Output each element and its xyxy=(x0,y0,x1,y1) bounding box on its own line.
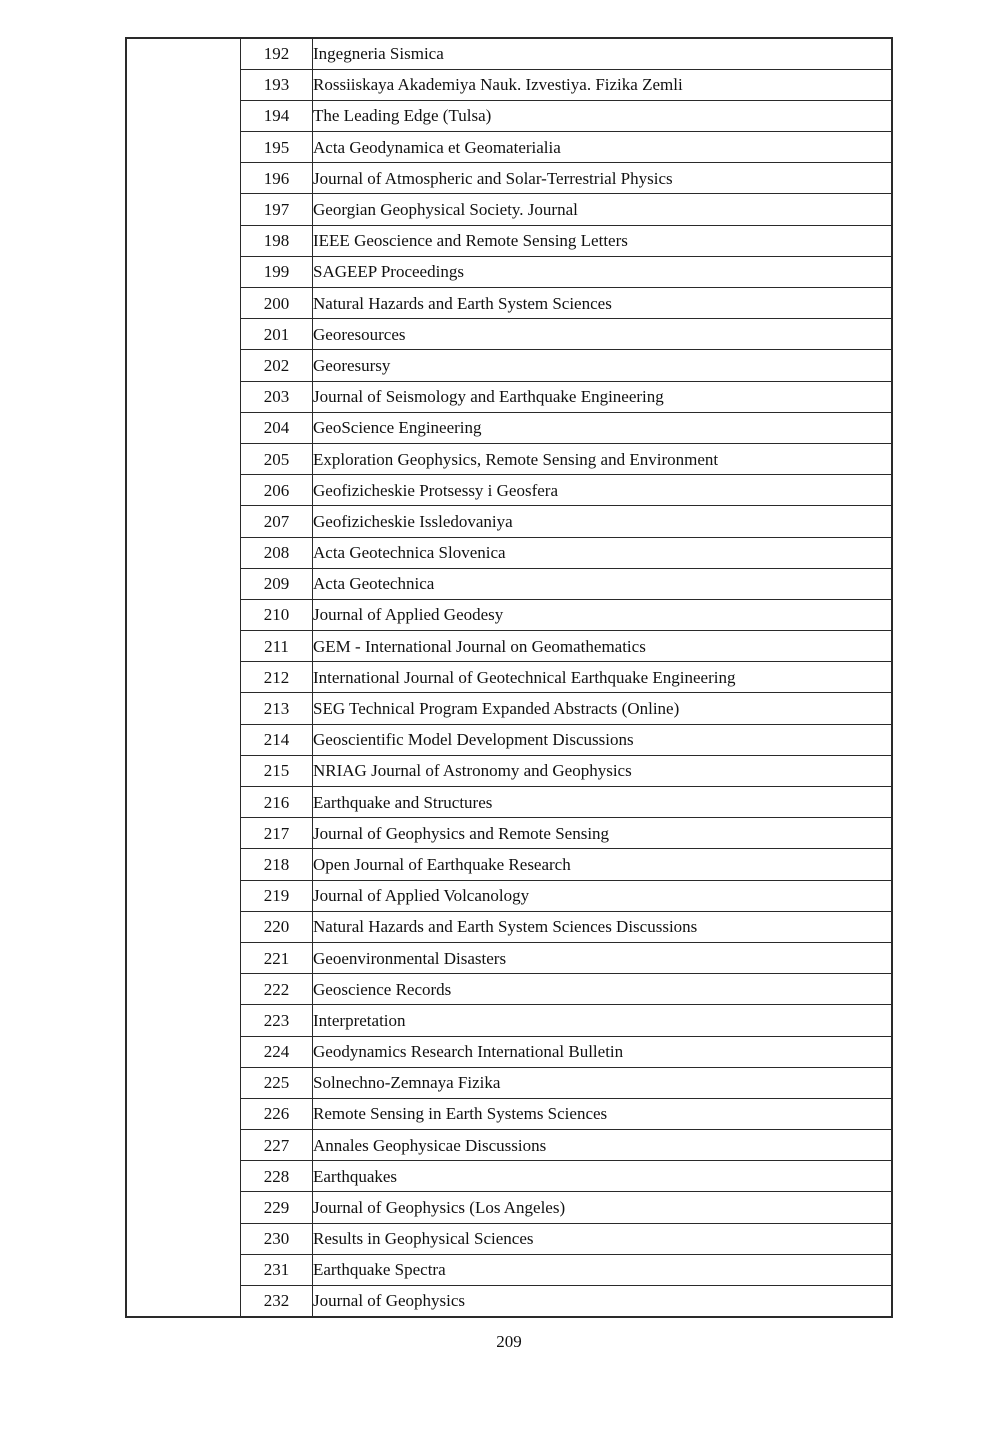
row-number-cell: 217 xyxy=(241,818,313,849)
table-row xyxy=(126,693,892,724)
table-row xyxy=(126,1130,892,1161)
table-row xyxy=(126,1067,892,1098)
table-row xyxy=(126,880,892,911)
row-number-cell: 200 xyxy=(241,288,313,319)
table-row xyxy=(126,475,892,506)
journal-name-cell: Georesources xyxy=(313,319,893,350)
row-number-cell: 228 xyxy=(241,1161,313,1192)
journal-name-cell: Earthquakes xyxy=(313,1161,893,1192)
row-number-cell: 231 xyxy=(241,1254,313,1285)
journal-name-cell: Geoenvironmental Disasters xyxy=(313,942,893,973)
row-number-cell: 229 xyxy=(241,1192,313,1223)
table-row xyxy=(126,1286,892,1317)
row-number-cell: 196 xyxy=(241,163,313,194)
row-number-cell: 197 xyxy=(241,194,313,225)
journal-name-cell: International Journal of Geotechnical Earthquake Engineering xyxy=(313,662,893,693)
table-row xyxy=(126,194,892,225)
table-row xyxy=(126,288,892,319)
journal-name-cell: Geoscience Records xyxy=(313,974,893,1005)
row-number-cell: 216 xyxy=(241,787,313,818)
journal-name-cell: Journal of Geophysics and Remote Sensing xyxy=(313,818,893,849)
journal-name-cell: SEG Technical Program Expanded Abstracts (Online) xyxy=(313,693,893,724)
journal-name-cell: Journal of Applied Geodesy xyxy=(313,599,893,630)
journal-name-cell: Geodynamics Research International Bulletin xyxy=(313,1036,893,1067)
journal-name-cell: NRIAG Journal of Astronomy and Geophysics xyxy=(313,755,893,786)
journal-name-cell: Results in Geophysical Sciences xyxy=(313,1223,893,1254)
table-row xyxy=(126,506,892,537)
table-row xyxy=(126,599,892,630)
journal-name-cell: Journal of Atmospheric and Solar-Terrestrial Physics xyxy=(313,163,893,194)
table-row xyxy=(126,631,892,662)
table-row xyxy=(126,1192,892,1223)
journal-name-cell: Natural Hazards and Earth System Sciences xyxy=(313,288,893,319)
journal-name-cell: Natural Hazards and Earth System Sciences Discussions xyxy=(313,911,893,942)
table-row xyxy=(126,849,892,880)
row-number-cell: 222 xyxy=(241,974,313,1005)
table-row xyxy=(126,443,892,474)
row-number-cell: 192 xyxy=(241,38,313,69)
journal-name-cell: The Leading Edge (Tulsa) xyxy=(313,100,893,131)
journal-name-cell: Geofizicheskie Issledovaniya xyxy=(313,506,893,537)
row-number-cell: 218 xyxy=(241,849,313,880)
table-row xyxy=(126,69,892,100)
table-row xyxy=(126,381,892,412)
table-row xyxy=(126,537,892,568)
table-row xyxy=(126,662,892,693)
row-number-cell: 211 xyxy=(241,631,313,662)
row-number-cell: 199 xyxy=(241,256,313,287)
row-number-cell: 206 xyxy=(241,475,313,506)
journal-table xyxy=(125,37,893,1318)
journal-name-cell: SAGEEP Proceedings xyxy=(313,256,893,287)
journal-name-cell: Acta Geotechnica Slovenica xyxy=(313,537,893,568)
journal-name-cell: Georgian Geophysical Society. Journal xyxy=(313,194,893,225)
journal-table-body xyxy=(126,38,892,1317)
table-row xyxy=(126,1005,892,1036)
row-number-cell: 214 xyxy=(241,724,313,755)
table-row xyxy=(126,1223,892,1254)
row-number-cell: 223 xyxy=(241,1005,313,1036)
table-row xyxy=(126,787,892,818)
table-row xyxy=(126,724,892,755)
journal-name-cell: Interpretation xyxy=(313,1005,893,1036)
journal-name-cell: GeoScience Engineering xyxy=(313,412,893,443)
table-row xyxy=(126,163,892,194)
table-row xyxy=(126,1161,892,1192)
row-number-cell: 205 xyxy=(241,443,313,474)
table-row xyxy=(126,38,892,69)
row-number-cell: 204 xyxy=(241,412,313,443)
journal-name-cell: Journal of Geophysics (Los Angeles) xyxy=(313,1192,893,1223)
row-number-cell: 209 xyxy=(241,568,313,599)
table-row xyxy=(126,100,892,131)
left-spacer-cell xyxy=(126,38,241,1317)
row-number-cell: 194 xyxy=(241,100,313,131)
row-number-cell: 225 xyxy=(241,1067,313,1098)
table-row xyxy=(126,412,892,443)
row-number-cell: 215 xyxy=(241,755,313,786)
journal-name-cell: Acta Geotechnica xyxy=(313,568,893,599)
table-row xyxy=(126,974,892,1005)
row-number-cell: 226 xyxy=(241,1098,313,1129)
table-row xyxy=(126,1036,892,1067)
journal-name-cell: Solnechno-Zemnaya Fizika xyxy=(313,1067,893,1098)
journal-name-cell: Remote Sensing in Earth Systems Sciences xyxy=(313,1098,893,1129)
journal-name-cell: Ingegneria Sismica xyxy=(313,38,893,69)
table-row xyxy=(126,1254,892,1285)
journal-name-cell: IEEE Geoscience and Remote Sensing Letters xyxy=(313,225,893,256)
table-row xyxy=(126,755,892,786)
table-row xyxy=(126,1098,892,1129)
journal-name-cell: Earthquake Spectra xyxy=(313,1254,893,1285)
journal-name-cell: Annales Geophysicae Discussions xyxy=(313,1130,893,1161)
journal-name-cell: Geofizicheskie Protsessy i Geosfera xyxy=(313,475,893,506)
row-number-cell: 207 xyxy=(241,506,313,537)
row-number-cell: 201 xyxy=(241,319,313,350)
row-number-cell: 202 xyxy=(241,350,313,381)
journal-name-cell: Journal of Applied Volcanology xyxy=(313,880,893,911)
table-row xyxy=(126,911,892,942)
row-number-cell: 220 xyxy=(241,911,313,942)
journal-name-cell: Acta Geodynamica et Geomaterialia xyxy=(313,132,893,163)
page-number: 209 xyxy=(496,1332,522,1351)
table-row xyxy=(126,942,892,973)
journal-name-cell: Earthquake and Structures xyxy=(313,787,893,818)
table-row xyxy=(126,568,892,599)
table-row xyxy=(126,319,892,350)
row-number-cell: 195 xyxy=(241,132,313,163)
journal-name-cell: Rossiiskaya Akademiya Nauk. Izvestiya. Fizika Zemli xyxy=(313,69,893,100)
journal-name-cell: Georesursy xyxy=(313,350,893,381)
table-row xyxy=(126,132,892,163)
row-number-cell: 224 xyxy=(241,1036,313,1067)
table-row xyxy=(126,818,892,849)
journal-name-cell: Geoscientific Model Development Discussions xyxy=(313,724,893,755)
row-number-cell: 232 xyxy=(241,1286,313,1317)
row-number-cell: 219 xyxy=(241,880,313,911)
journal-name-cell: Journal of Seismology and Earthquake Engineering xyxy=(313,381,893,412)
row-number-cell: 212 xyxy=(241,662,313,693)
row-number-cell: 198 xyxy=(241,225,313,256)
row-number-cell: 221 xyxy=(241,942,313,973)
row-number-cell: 230 xyxy=(241,1223,313,1254)
journal-name-cell: Journal of Geophysics xyxy=(313,1286,893,1317)
row-number-cell: 227 xyxy=(241,1130,313,1161)
journal-name-cell: Open Journal of Earthquake Research xyxy=(313,849,893,880)
row-number-cell: 210 xyxy=(241,599,313,630)
row-number-cell: 193 xyxy=(241,69,313,100)
table-row xyxy=(126,256,892,287)
journal-name-cell: Exploration Geophysics, Remote Sensing and Environment xyxy=(313,443,893,474)
row-number-cell: 208 xyxy=(241,537,313,568)
journal-name-cell: GEM - International Journal on Geomathematics xyxy=(313,631,893,662)
table-row xyxy=(126,225,892,256)
row-number-cell: 203 xyxy=(241,381,313,412)
table-row xyxy=(126,350,892,381)
row-number-cell: 213 xyxy=(241,693,313,724)
